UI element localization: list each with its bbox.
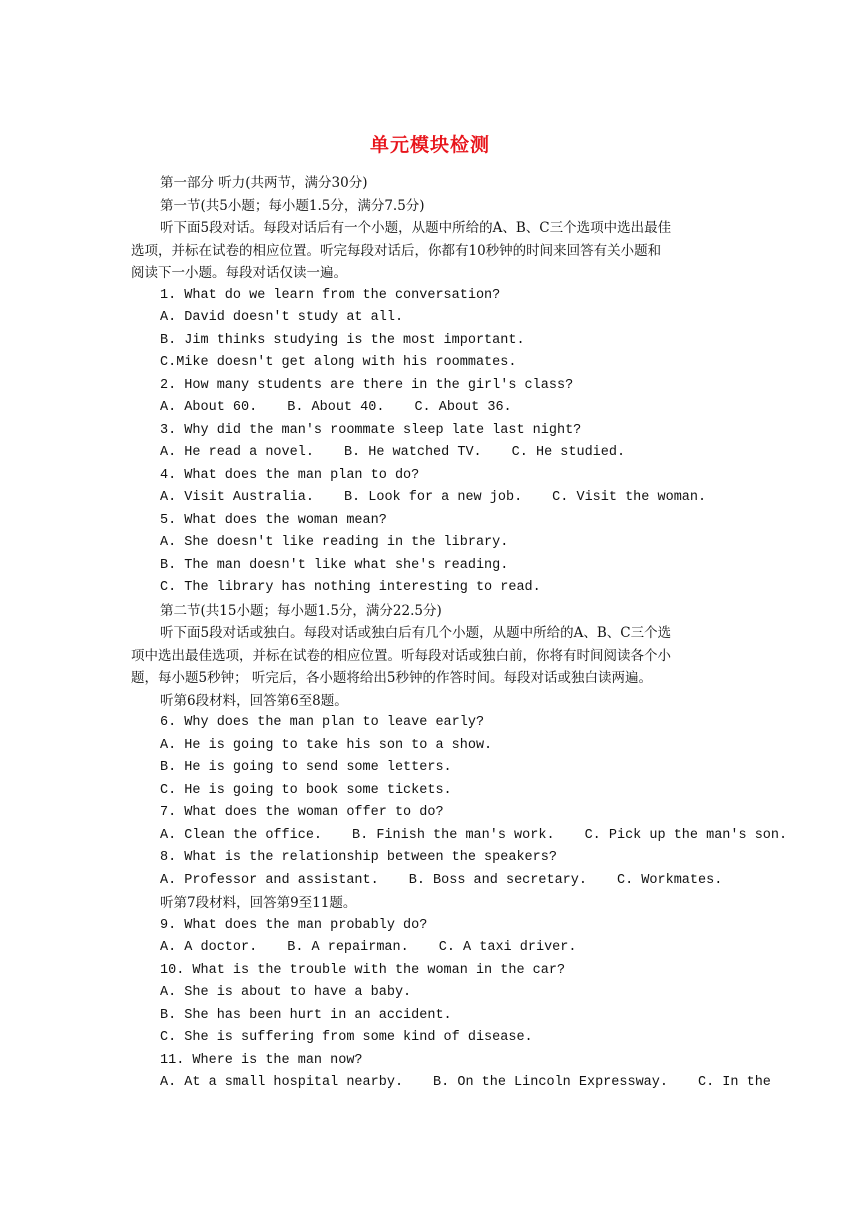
q9-option-c: C. A taxi driver. — [438, 940, 577, 955]
q6-option-a: A. He is going to take his son to a show. — [160, 737, 493, 753]
q4-options — [131, 487, 731, 510]
q5-option-b: B. The man doesn't like what she's reading. — [160, 557, 509, 573]
q10-option-c: C. She is suffering from some kind of disease. — [160, 1030, 533, 1045]
q7-option-c: C. Pick up the man's son. — [584, 827, 788, 843]
section2-instruction-line: 听下面5段对话或独白。每段对话或独白后有几个小题，从题中所给的A、B、C三个选 — [160, 625, 672, 641]
section2-instruction-line: 题，每小题5秒钟； 听完后，各小题将给出5秒钟的作答时间。每段对话或独白读两遍。 — [131, 670, 652, 686]
question-9: 9. What does the man probably do? — [160, 917, 428, 933]
q2-option-b: B. About 40. — [287, 400, 385, 415]
q3-option-b: B. He watched TV. — [343, 445, 482, 460]
question-10: 10. What is the trouble with the woman in the car? — [160, 962, 566, 978]
q8-option-b: B. Boss and secretary. — [408, 872, 587, 888]
q1-option-c: C.Mike doesn't get along with his roommates. — [160, 355, 517, 370]
section1-instruction-line: 选项，并标在试卷的相应位置。听完每段对话后，你都有10秒钟的时间来回答有关小题和 — [131, 242, 662, 259]
q7-option-a: A. Clean the office. — [160, 827, 323, 843]
question-11: 11. Where is the man now? — [160, 1052, 363, 1068]
question-8: 8. What is the relationship between the speakers? — [160, 850, 557, 865]
q3-option-a: A. He read a novel. — [160, 445, 314, 460]
q7-options — [131, 825, 788, 848]
q11-option-b: B. On the Lincoln Expressway. — [433, 1075, 668, 1090]
q11-option-c: C. In the — [698, 1075, 771, 1090]
q9-option-b: B. A repairman. — [287, 940, 409, 955]
section2-heading: 第二节(共15小题；每小题1.5分，满分22.5分) — [160, 602, 442, 619]
q10-option-a: A. She is about to have a baby. — [160, 985, 412, 1000]
q10-option-b: B. She has been hurt in an accident. — [160, 1007, 452, 1023]
q2-option-c: C. About 36. — [414, 400, 512, 415]
q5-option-a: A. She doesn't like reading in the library. — [160, 535, 509, 550]
part1-heading: 第一部分 听力(共两节，满分30分) — [160, 175, 368, 191]
section1-instruction-line: 听下面5段对话。每段对话后有一个小题，从题中所给的A、B、C三个选项中选出最佳 — [160, 220, 672, 236]
q7-option-b: B. Finish the man's work. — [352, 827, 555, 843]
document-body — [131, 172, 788, 1095]
q6-option-b: B. He is going to send some letters. — [160, 760, 452, 775]
q8-option-a: A. Professor and assistant. — [160, 872, 379, 888]
question-4: 4. What does the man plan to do? — [160, 467, 420, 483]
q4-option-a: A. Visit Australia. — [160, 490, 314, 505]
page-title: 单元模块检测 — [369, 134, 490, 156]
q9-options — [131, 937, 731, 960]
q4-option-c: C. Visit the woman. — [552, 490, 707, 505]
q3-options — [131, 442, 731, 465]
q3-option-c: C. He studied. — [511, 445, 626, 460]
question-3: 3. Why did the man's roommate sleep late last night? — [160, 422, 582, 438]
question-7: 7. What does the woman offer to do? — [160, 805, 444, 820]
section1-instruction-line: 阅读下一小题。每段对话仅读一遍。 — [131, 265, 347, 281]
q2-options — [131, 397, 731, 420]
q5-option-c: C. The library has nothing interesting to read. — [160, 580, 541, 595]
section1-heading: 第一节(共5小题；每小题1.5分，满分7.5分) — [160, 197, 425, 214]
q6-option-c: C. He is going to book some tickets. — [160, 782, 452, 798]
q1-option-a: A. David doesn't study at all. — [160, 310, 404, 325]
q1-option-b: B. Jim thinks studying is the most important. — [160, 332, 525, 348]
question-6: 6. Why does the man plan to leave early? — [160, 715, 485, 730]
material-7-heading: 听第7段材料，回答第9至11题。 — [160, 895, 357, 911]
q4-option-b: B. Look for a new job. — [343, 490, 523, 505]
section2-instruction-line: 项中选出最佳选项，并标在试卷的相应位置。听每段对话或独白前，你将有时间阅读各个小 — [131, 647, 671, 664]
q11-option-a: A. At a small hospital nearby. — [160, 1075, 404, 1090]
q8-options — [131, 870, 731, 893]
q9-option-a: A. A doctor. — [160, 940, 258, 955]
q2-option-a: A. About 60. — [160, 400, 258, 415]
material-6-heading: 听第6段材料，回答第6至8题。 — [160, 692, 348, 709]
question-1: 1. What do we learn from the conversation? — [160, 287, 501, 303]
q11-options — [131, 1072, 771, 1095]
question-5: 5. What does the woman mean? — [160, 512, 387, 528]
question-2: 2. How many students are there in the girl's class? — [160, 377, 574, 393]
q8-option-c: C. Workmates. — [616, 872, 723, 888]
